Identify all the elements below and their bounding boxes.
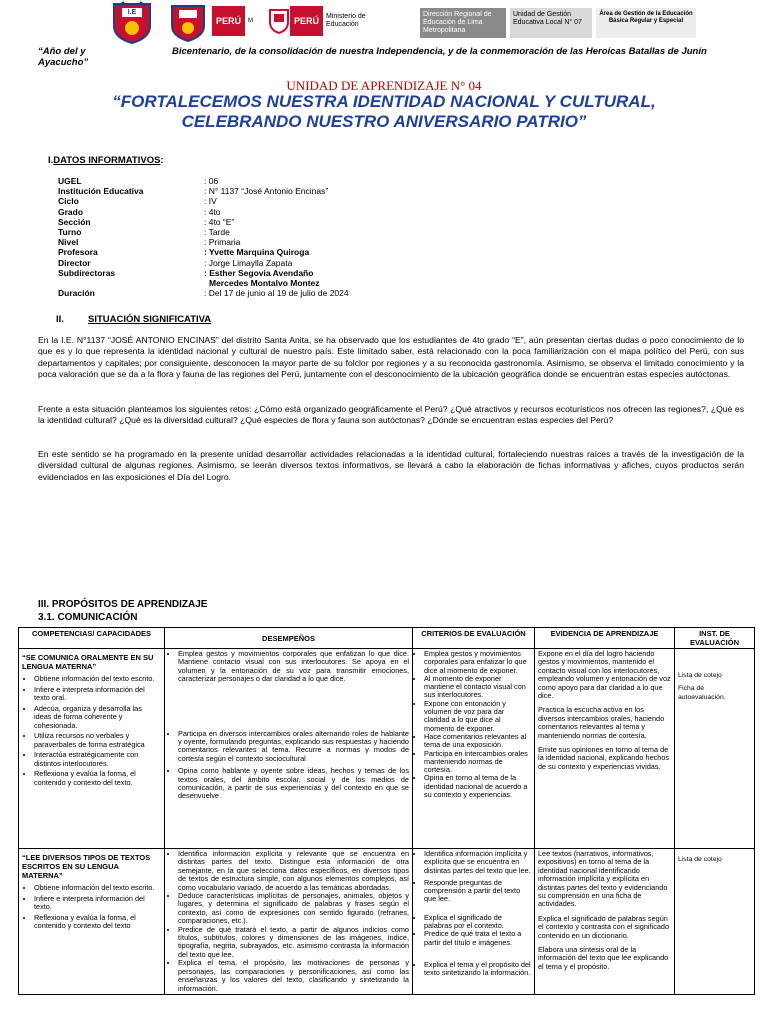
- capacity-item: • Adecúa, organiza y desarrolla las ideas de forma coherente y cohesionada.: [34, 705, 161, 731]
- info-value: : 4to “E”: [204, 216, 235, 227]
- instrument-item: Ficha de autoevaluación.: [678, 685, 726, 701]
- year-motto-right: Bicentenario, de la consolidación de nuestra Independencia, y de la conmemoración de las Heroicas Batallas de Junín: [172, 46, 707, 57]
- info-label: Grado: [58, 206, 84, 217]
- section-1-num: I.: [48, 155, 54, 166]
- table-header: EVIDENCIA DE APRENDIZAJE: [535, 628, 675, 649]
- criteria-item: • Predice de qué trata el texto a partir del título e imágenes.: [424, 930, 531, 947]
- evidence-item: Elabora una síntesis oral de la información del texto que lee explicando el tema y el propósito.: [538, 945, 669, 971]
- competencies-table: [18, 627, 755, 995]
- performance-item: • Explica el tema, el propósito, las motivaciones de personas y personajes, las comparaciones y personificaciones, así como las enseñanzas y los valores del texto, clasificando y sintetizando la información.: [178, 959, 409, 993]
- performance-item: • Emplea gestos y movimientos corporales que enfatizan lo que dice. Mantiene contacto visual con sus interlocutores. Se apoya en el volumen y la entonación de su voz para transmitir emociones, caracterizar personajes o dar claridad a lo que dice.: [178, 650, 409, 684]
- evidence-item: Explica el significado de palabras según el contexto y contrasta con el significado contenido en un diccionario.: [538, 913, 670, 940]
- year-motto-left-text: “Año del y Ayacucho”: [38, 46, 89, 68]
- table-header-row: [19, 628, 755, 649]
- peru-label: PERÚ: [212, 6, 245, 36]
- paragraph-2: Frente a esta situación planteamos los siguientes retos: ¿Cómo está organizado geográficamente el Perú? ¿Qué atractivos y recursos ecoturísticos nos ofrecen las regiones?, ¿Qué es la identidad cultural? ¿Qué es la diversidad cultural? ¿Qué especies de flora y fauna son autóctonas? ¿Dónde se encuentran estas especies del Perú?: [38, 404, 744, 426]
- header-logos: [100, 0, 720, 44]
- section-2-title: SITUACIÓN SIGNIFICATIVA: [88, 314, 212, 325]
- performance-item: • Identifica información explícita y relevante que se encuentra en distintas partes del texto. Distingue esta información de otra semejante, en la que selecciona datos específicos, en diversos tipos de textos de estructura simple, con algunos elementos complejos, así como vocabulario variado, de acuerdo a las temáticas abordadas.: [178, 850, 409, 892]
- instrument-cell: [675, 649, 755, 849]
- minedu-abbrev: M: [248, 18, 254, 24]
- school-shield-logo: [110, 0, 154, 44]
- performance-item: • Deduce características implícitas de personajes, animales, objetos y lugares, y determina el significado de palabras y frases según el contexto, así como de expresiones con sentido figurado (refranes, comparaciones, etc.).: [178, 892, 409, 926]
- instrument-item: Lista de cotejo: [678, 856, 722, 863]
- unit-label: UNIDAD DE APRENDIZAJE N° 04: [286, 78, 482, 93]
- info-row: [58, 258, 349, 268]
- capacity-item: • Obtiene información del texto escrito.: [34, 884, 161, 893]
- performance-list: [168, 850, 409, 993]
- info-label: Subdirectoras: [58, 267, 116, 278]
- info-value: : 06: [204, 176, 219, 186]
- section-1-title: DATOS INFORMATIVOS: [53, 155, 161, 166]
- capacity-list: [22, 675, 161, 787]
- info-label: Director: [58, 257, 91, 268]
- criteria-item: • Identifica información implícita y explícita que se encuentra en distintas partes del texto que lee.: [424, 850, 531, 875]
- info-label: UGEL: [58, 176, 82, 186]
- table-row: [19, 849, 755, 995]
- info-row: [58, 288, 349, 298]
- evidence-item: Emite sus opiniones en torno al tema de la identidad nacional, explicando hechos de su contexto y experiencias vividas.: [538, 745, 670, 771]
- info-label: Sección: [58, 216, 91, 227]
- ugel-box: Unidad de Gestión Educativa Local N° 07: [510, 8, 592, 38]
- info-row: [58, 227, 349, 237]
- capacity-item: • Utiliza recursos no verbales y paraverbales de forma estratégica: [34, 732, 161, 749]
- info-row: [58, 176, 349, 186]
- school-shield-logo-small: [168, 2, 208, 42]
- capacity-item: • Reflexiona y evalúa la forma, el contenido y contexto del texto.: [34, 770, 161, 787]
- info-row: [58, 237, 349, 247]
- section-1-heading: [48, 155, 164, 166]
- criteria-item: • Expone con entonación y volumen de voz para dar claridad a lo que dice al momento de exponer.: [424, 700, 531, 733]
- criteria-item: • Explica el tema y el propósito del texto sintetizando la información.: [424, 961, 531, 978]
- ministerio-logo: [268, 6, 382, 36]
- criteria-item: • Opina en torno al tema de la identidad nacional de acuerdo a su contexto y experiencias.: [424, 774, 531, 799]
- performance-list: [168, 650, 409, 801]
- minedu-logo: [212, 6, 256, 36]
- ministerio-label: Ministerio de Educación: [326, 13, 366, 28]
- competency-title: “SE COMUNICA ORALMENTE EN SU LENGUA MATERNA”: [22, 653, 154, 671]
- info-value: : Yvette Marquina Quiroga: [204, 247, 310, 258]
- section-1-colon: :: [160, 155, 164, 166]
- paragraph-1: En la I.E. N°1137 “JOSÉ ANTONIO ENCINAS” del distrito Santa Anita, se ha observado que los estudiantes de 4to grado “E”, aún presentan ciertas dudas o poco conocimiento de lo que es y lo que representa la identidad nacional y cultural de nuestro país. Este limitado saber, está relacionado con la poca familiarización con el mapa político del Perú, con sus departamentos y capitales; por consiguiente, desconocen la mayor parte de su folclor por regiones y a su reconocida gastronomía. Asimismo, se observa el limitado conocimiento y la poca valoración que se da a la flora y fauna de las regiones del Perú, juntamente con el desconocimiento de la ubicación geográfica donde se encuentran estas especies autóctonas.: [38, 335, 744, 379]
- info-value: : 4to: [204, 206, 221, 217]
- evidence-item: Practica la escucha activa en los diversos intercambios orales, haciendo comentarios relevantes al tema y manteniendo normas de cortesía.: [538, 705, 665, 740]
- paragraph-3: En este sentido se ha programado en la presente unidad desarrollar actividades relacionadas a la identidad cultural, fortaleciendo nuestras raíces a través de la investigación de la diversidad cultural de algunas regiones. Asimismo, se leerán diversos textos informativos, se llevará a cabo la elaboración de fichas informativas y afiches, cuyos productos serán evidenciados en las exposiciones el Día del Logro.: [38, 449, 744, 482]
- competency-cell: [19, 649, 165, 849]
- performance-item: • Opina como hablante y oyente sobre ideas, hechos y temas de los textos orales, del ámbito escolar, social y de los medios de comunicación, a partir de sus experiencias y del contexto en que se desenvuelve.: [178, 767, 409, 801]
- competency-title: “LEE DIVERSOS TIPOS DE TEXTOS ESCRITOS EN SU LENGUA MATERNA”: [22, 853, 151, 880]
- capacity-item: • Obtiene información del texto escrito.: [34, 675, 161, 684]
- peru-label-2: PERÚ: [290, 6, 323, 36]
- capacity-item: • Infiere e interpreta información del texto.: [34, 895, 161, 912]
- evidence-item: Lee textos (narrativos, informativos, expositivos) en torno al tema de la identidad nacional identificando información implícita y explícita en distintas partes del texto y evidenciando su comprensión en una ficha de actividades.: [538, 849, 668, 909]
- info-value: : Jorge Limaylla Zapata: [204, 257, 293, 268]
- criteria-list: [416, 850, 531, 978]
- info-label: Duración: [58, 288, 95, 299]
- table-row: [19, 649, 755, 849]
- info-row: [58, 207, 349, 217]
- info-value: : N° 1137 “José Antonio Encinas”: [204, 186, 329, 197]
- evidence-cell: [535, 649, 675, 849]
- performance-item: • Participa en diversos intercambios orales alternando roles de hablante y oyente, formulando preguntas, explicando sus respuestas y haciendo comentarios relevantes al tema. Recurre a normas y modos de cortesía según el contexto sociocultural: [178, 730, 409, 764]
- instrument-item: Lista de cotejo: [678, 672, 722, 679]
- capacity-item: • Infiere e interpreta información del texto oral.: [34, 686, 161, 703]
- criteria-item: • Emplea gestos y movimientos corporales para enfatizar lo que dice al momento de exponer.: [424, 650, 531, 675]
- table-header: DESEMPEÑOS: [165, 628, 413, 649]
- info-list: [58, 176, 349, 298]
- area-box: Área de Gestión de la Educación Básica Regular y Especial: [596, 8, 696, 38]
- info-value: : Del 17 de junio al 19 de julio de 2024: [204, 288, 349, 299]
- criteria-item: • Explica el significado de palabras por el contexto.: [424, 914, 531, 931]
- info-row: [58, 217, 349, 227]
- table-header: CRITERIOS DE EVALUACIÓN: [413, 628, 535, 649]
- info-label: Institución Educativa: [58, 186, 144, 197]
- info-value: : Primaria: [204, 237, 241, 248]
- peru-shield-icon: [268, 8, 290, 34]
- table-header: COMPETENCIAS/ CAPACIDADES: [19, 628, 165, 649]
- section-3-1-heading: 3.1. COMUNICACIÓN: [38, 612, 138, 623]
- info-label: Turno: [58, 226, 82, 237]
- criteria-cell: [413, 649, 535, 849]
- criteria-item: • Participa en intercambios orales manteniendo normas de cortesía.: [424, 750, 531, 775]
- table-header: INST. DE EVALUACIÓN: [675, 628, 755, 649]
- ie-label: I.E: [127, 9, 137, 16]
- info-label: Profesora: [58, 247, 98, 258]
- instrument-cell: [675, 849, 755, 995]
- info-row: [58, 247, 349, 257]
- evidence-cell: [535, 849, 675, 995]
- year-motto-left: [38, 46, 118, 68]
- criteria-item: • Al momento de exponer mantiene el contacto visual con sus interlocutores.: [424, 675, 531, 700]
- info-value: : IV: [204, 196, 217, 207]
- performance-cell: [165, 849, 413, 995]
- criteria-item: • Responde preguntas de comprensión a partir del texto que lee.: [424, 879, 531, 904]
- info-row: [58, 186, 349, 196]
- info-row: [58, 196, 349, 206]
- info-row: [58, 278, 349, 288]
- criteria-cell: [413, 849, 535, 995]
- capacity-item: • Interactúa estratégicamente con distintos interlocutores.: [34, 751, 161, 768]
- performance-item: • Predice de qué tratará el texto, a partir de algunos indicios como títulos, subtítulos, colores y dimensiones de las imágenes, índice, tipografía, negrita, subrayados, etc. asimismo contrasta la información del texto que lee.: [178, 926, 409, 960]
- performance-cell: [165, 649, 413, 849]
- capacity-item: • Reflexiona y evalúa la forma, el contenido y contexto del texto: [34, 914, 161, 931]
- section-3-heading: III. PROPÓSITOS DE APRENDIZAJE: [38, 599, 208, 610]
- competency-cell: [19, 849, 165, 995]
- capacity-list: [22, 884, 161, 931]
- criteria-item: • Hace comentarios relevantes al tema de una exposición.: [424, 733, 531, 750]
- criteria-list: [416, 650, 531, 799]
- info-value: : Tarde: [204, 226, 230, 237]
- evidence-item: Expone en el día del logro haciendo gestos y movimientos, mantenido el contacto visual con los interlocutores, empleando volumen y entonación de voz como apoyo para dar claridad a lo que dice.: [538, 649, 671, 701]
- section-2-num: II.: [56, 314, 64, 325]
- section-2-heading: [56, 314, 211, 325]
- unit-title: “FORTALECEMOS NUESTRA IDENTIDAD NACIONAL Y CULTURAL, CELEBRANDO NUESTRO ANIVERSARIO PATRIO”: [112, 92, 656, 131]
- info-row: [58, 268, 349, 278]
- dre-box: Dirección Regional de Educación de Lima Metropolitana: [420, 8, 506, 38]
- info-value: Mercedes Montalvo Montez: [209, 277, 320, 288]
- info-label: Nivel: [58, 237, 79, 248]
- info-label: Ciclo: [58, 196, 79, 207]
- info-value: : Esther Segovia Avendaño: [204, 267, 314, 278]
